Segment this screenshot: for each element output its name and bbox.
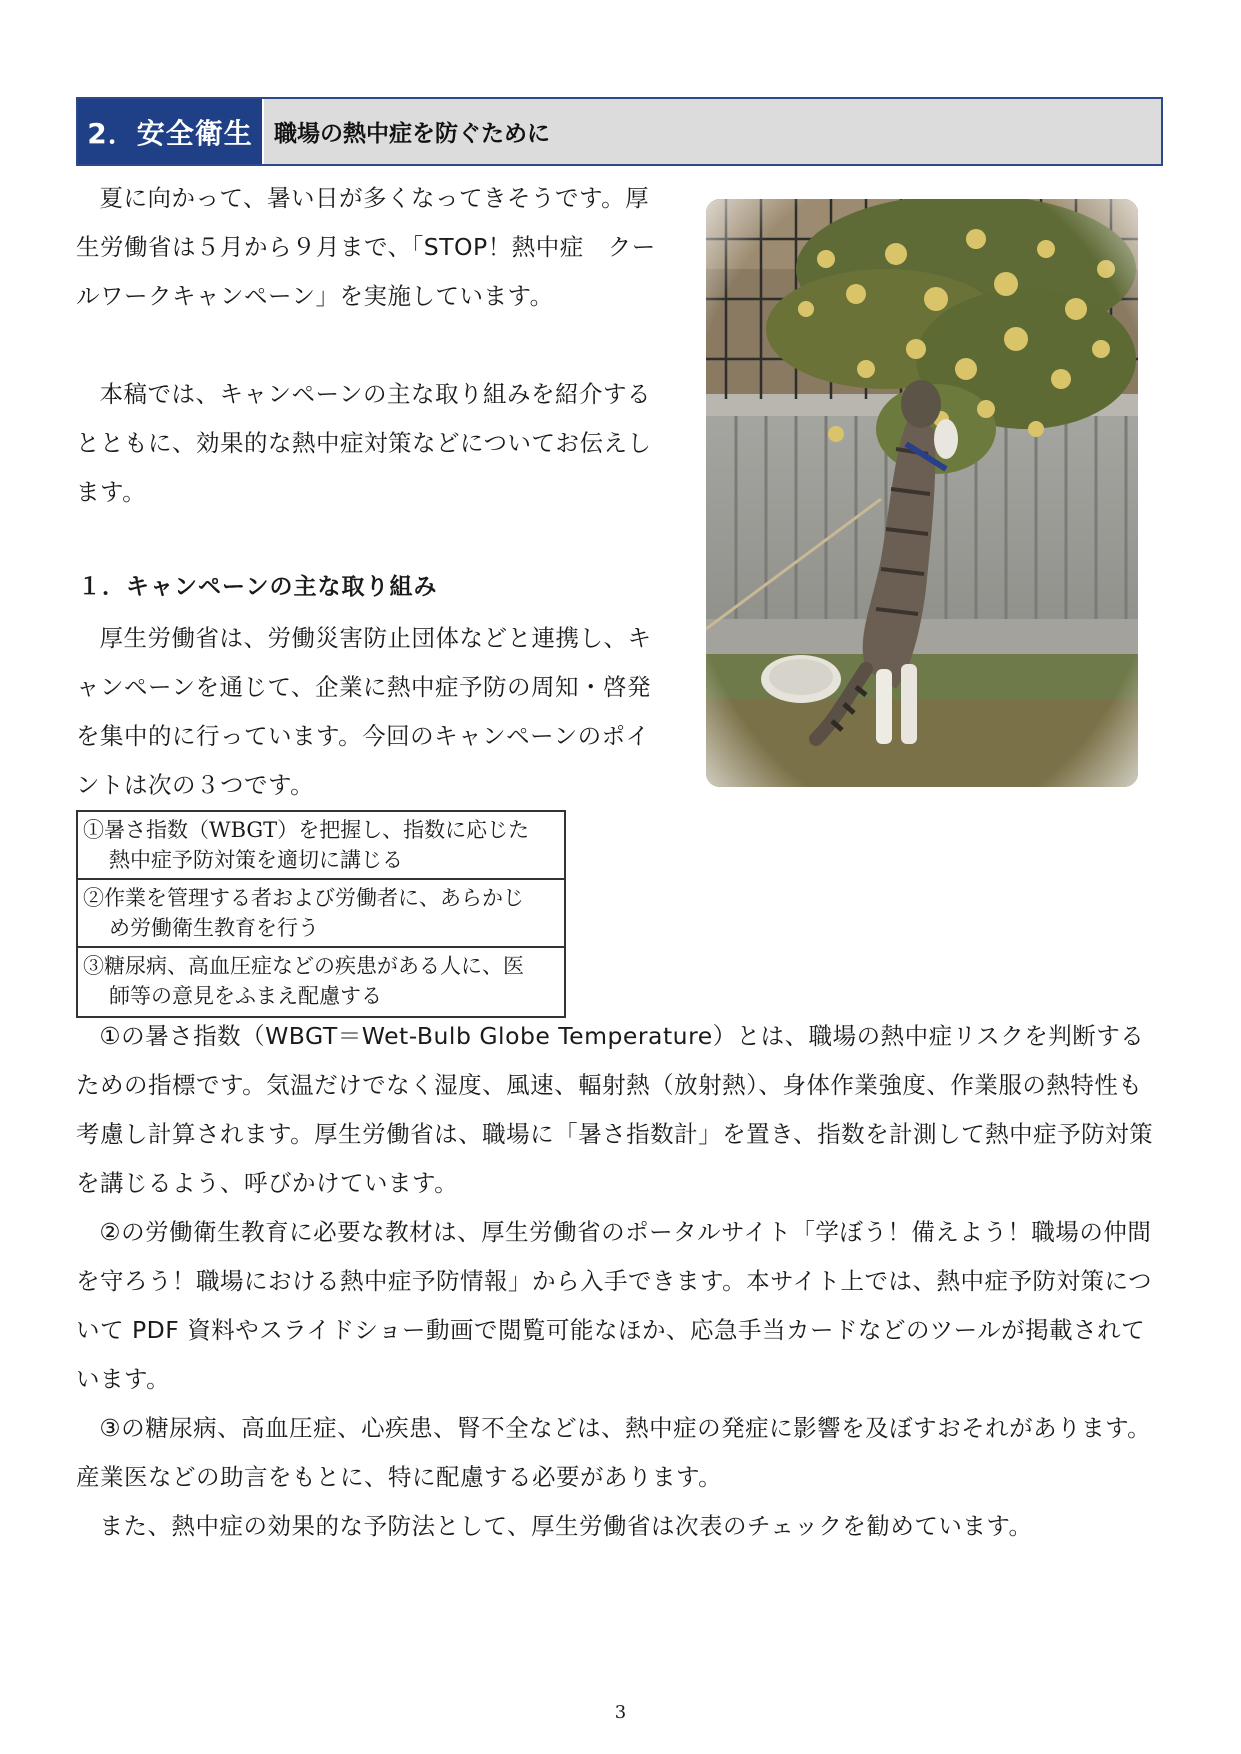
point-line-1: ③糖尿病、高血圧症などの疾患がある人に、医 xyxy=(83,954,524,978)
body-paragraph-1: ①の暑さ指数（WBGT＝Wet-Bulb Globe Temperature）とは、職場の熱中症リスクを判断するための指標です。気温だけでなく湿度、風速、輻射熱（放射熱）、身体作業強度、作業服の熱特性も考慮し計算されます。厚生労働省は、職場に「暑さ指数計」を置き、指数を計測して熱中症予防対策を講じるよう、呼びかけています。 xyxy=(76,1022,1154,1197)
point-item xyxy=(78,880,564,948)
point-line-2: め労働衛生教育を行う xyxy=(109,916,319,940)
point-line-2: 熱中症予防対策を適切に講じる xyxy=(109,848,403,872)
section-title: 職場の熱中症を防ぐために xyxy=(262,99,1161,164)
page-number: 3 xyxy=(614,1702,627,1723)
cat-photo xyxy=(706,199,1138,787)
campaign-heading: １．キャンペーンの主な取り組み xyxy=(78,574,438,600)
section-number: 2．安全衛生 xyxy=(78,99,262,164)
point-line-1: ②作業を管理する者および労働者に、あらかじ xyxy=(83,886,524,910)
section-header xyxy=(76,97,1163,166)
body-paragraph-3: ③の糖尿病、高血圧症、心疾患、腎不全などは、熱中症の発症に影響を及ぼすおそれがあります。産業医などの助言をもとに、特に配慮する必要があります。 xyxy=(76,1414,1152,1491)
point-item xyxy=(78,812,564,880)
point-item xyxy=(78,948,564,1016)
intro-paragraph-2: 本稿では、キャンペーンの主な取り組みを紹介するとともに、効果的な熱中症対策などについてお伝えします。 xyxy=(76,380,652,506)
campaign-points-box xyxy=(76,810,566,1018)
body-paragraph-4: また、熱中症の効果的な予防法として、厚生労働省は次表のチェックを勧めています。 xyxy=(99,1512,1033,1540)
point-line-2: 師等の意見をふまえ配慮する xyxy=(109,984,382,1008)
intro-paragraph-1: 夏に向かって、暑い日が多くなってきそうです。厚生労働省は５月から９月まで、「STOP！熱中症 クールワークキャンペーン」を実施しています。 xyxy=(76,184,656,310)
point-line-1: ①暑さ指数（WBGT）を把握し、指数に応じた xyxy=(83,818,530,842)
body-paragraph-2: ②の労働衛生教育に必要な教材は、厚生労働省のポータルサイト「学ぼう！備えよう！職場の仲間を守ろう！職場における熱中症予防情報」から入手できます。本サイト上では、熱中症予防対策について PDF 資料やスライドショー動画で閲覧可能なほか、応急手当カードなどのツールが掲載されています。 xyxy=(76,1218,1153,1393)
campaign-paragraph: 厚生労働省は、労働災害防止団体などと連携し、キャンペーンを通じて、企業に熱中症予防の周知・啓発を集中的に行っています。今回のキャンペーンのポイントは次の３つです。 xyxy=(76,624,652,799)
